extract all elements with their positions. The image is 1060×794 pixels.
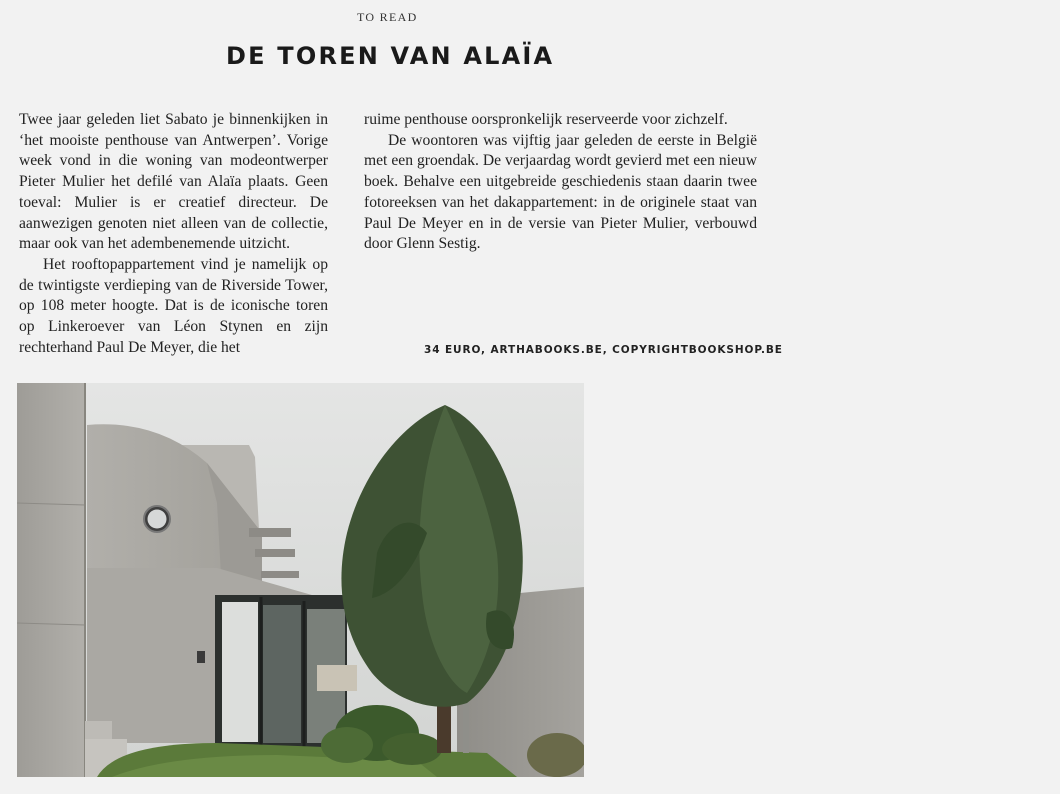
body-column-right (364, 110, 757, 255)
body-paragraph: ruime penthouse oorspronkelijk reserveerde voor zichzelf. (364, 111, 728, 128)
article-title: DE TOREN VAN ALAÏA (226, 42, 555, 70)
section-label: TO READ (357, 10, 418, 24)
body-paragraph: Het rooftopappartement vind je namelijk op de twintigste verdieping van de Riverside Tower, op 108 meter hoogte. Dat is de iconische toren op Linkeroever van Léon Stynen en zijn rechterhand Paul De Meyer, die het (19, 255, 328, 356)
body-column-left (19, 110, 328, 358)
body-paragraph: Twee jaar geleden liet Sabato je binnenkijken in ‘het mooiste penthouse van Antwerpen’. Vorige week vond in die woning van modeontwerper Pieter Mulier het defilé van Alaïa plaats. Geen toeval: Mulier is er creatief directeur. De aanwezigen genoten niet alleen van de collectie, maar ook van het adembenemende uitzicht. (19, 111, 328, 253)
article-photo (17, 383, 584, 777)
penthouse-terrace-photo (17, 383, 584, 777)
book-credit: 34 EURO, ARTHABOOKS.BE, COPYRIGHTBOOKSHOP.BE (424, 344, 783, 356)
body-paragraph: De woontoren was vijftig jaar geleden de eerste in België met een groendak. De verjaardag wordt gevierd met een nieuw boek. Behalve een uitgebreide geschiedenis staan daarin twee fotoreeksen van het dakappartement: in de originele staat van Paul De Meyer en in de versie van Pieter Mulier, verbouwd door Glenn Sestig. (364, 131, 757, 253)
